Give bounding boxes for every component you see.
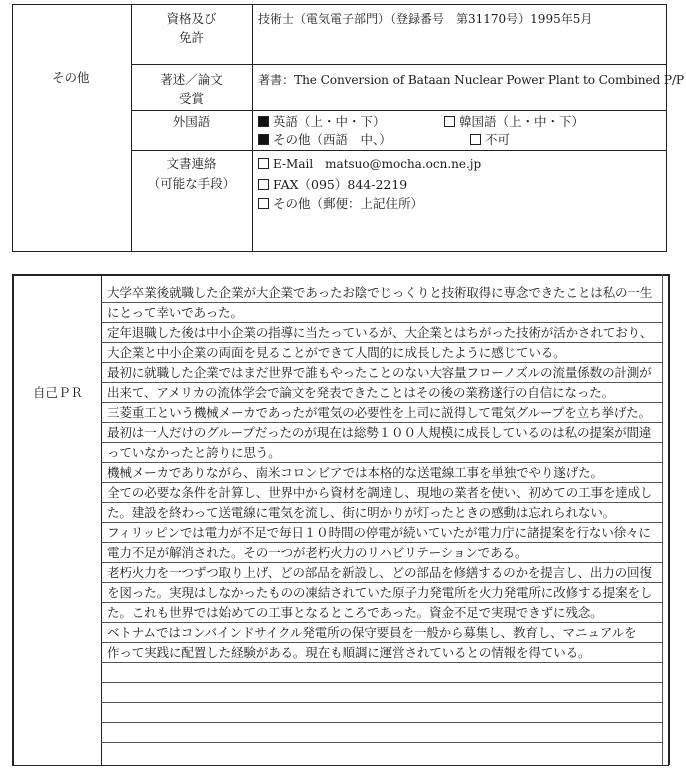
awards-label: 受賞 [178, 91, 204, 106]
self-pr-line: ベトナムではコンバインドサイクル発電所の保守要員を一般から募集し、教育し、マニュアルを [107, 625, 637, 640]
checkbox-unchecked-icon[interactable] [470, 134, 481, 145]
self-pr-line: 大企業と中小企業の両面を見ることができて人間的に成長したように感じている。 [107, 345, 566, 360]
qualification-label-line1: 資格及び [166, 11, 217, 26]
checkbox-unchecked-icon[interactable] [258, 179, 269, 190]
self-pr-line: 定年退職した後は中小企業の指導に当たっているが、大企業とはちがった技術が活かされており、 [107, 325, 653, 340]
self-pr-line: 最初に就職した企業ではまだ世界で誰もやったことのない大容量フローノズルの流量係数の計測が [107, 365, 652, 380]
contact-label-line1: 文書連絡 [166, 156, 217, 171]
self-pr-line: 全ての必要な条件を計算し、世界中から資材を調達し、現地の業者を使い、初めての工事を達成し [107, 485, 653, 500]
publications-value: 著書：The Conversion of Bataan Nuclear Power Plant to Combined P/P [258, 73, 684, 87]
self-pr-line: 大学卒業後就職した企業が大企業であったお陰でじっくりと技術取得に専念できたことは私の一生 [107, 285, 653, 300]
contact-label-line2: （可能な手段） [147, 176, 236, 191]
language-other-option[interactable] [258, 132, 392, 148]
self-pr-line: 機械メーカでありながら、南米コロンビアでは本格的な送電線工事を単独でやり遂げた。 [107, 465, 603, 480]
self-pr-line: っていなかったと誇りに思う。 [107, 445, 281, 460]
checkbox-checked-icon[interactable] [258, 134, 269, 145]
contact-fax-text: FAX（095）844-2219 [273, 177, 408, 192]
qualification-value: 技術士（電気電子部門）（登録番号 第31170号）1995年5月 [258, 12, 593, 26]
self-pr-label: 自己ＰＲ [33, 385, 84, 400]
self-pr-line: にとって幸いであった。 [107, 305, 243, 320]
checkbox-unchecked-icon[interactable] [258, 198, 269, 209]
language-not-possible-option[interactable] [470, 132, 510, 148]
self-pr-line: 老朽火力を一つずつ取り上げ、どの部品を新設し、どの部品を修繕するのかを提言し、出力の回復 [107, 565, 652, 580]
language-english-text: 英語（上・中・下） [273, 114, 386, 129]
publications-label: 著述／論文 [160, 72, 223, 87]
self-pr-line: た。建設を終わって送電線に電気を流し、街に明かりが灯ったときの感動は忘れられない。 [107, 505, 616, 520]
language-korean-option[interactable] [444, 114, 584, 130]
self-pr-line: た。これも世界では始めての工事となるところであった。資金不足で実現できずに残念。 [107, 605, 603, 620]
language-korean-text: 韓国語（上・中・下） [459, 114, 585, 129]
qualification-label-line2: 免許 [178, 30, 204, 45]
contact-other-text: その他（郵便：上記住所） [273, 196, 424, 211]
contact-email-text: E-Mail matsuo@mocha.ocn.ne.jp [273, 157, 482, 171]
other-section-label: その他 [52, 70, 90, 85]
language-not-possible-text: 不可 [485, 132, 511, 147]
self-pr-line: 出来て、アメリカの流体学会で論文を発表できたことはその後の業務遂行の自信になった。 [107, 385, 615, 400]
self-pr-line: フィリッピンでは電力が不足で毎日１０時間の停電が続いていたが電力庁に諸提案を行ない徐々に [107, 525, 651, 540]
self-pr-line: 三菱重工という機械メーカであったが電気の必要性を上司に説得して電気グループを立ち挙げた。 [107, 405, 651, 420]
self-pr-line: 作って実践に配置した経験がある。現在も順調に運営されているとの情報を得ている。 [107, 645, 591, 660]
self-pr-line: 電力不足が解消された。その一つが老朽火力のリハビリテーションである。 [107, 545, 528, 560]
self-pr-line: 最初は一人だけのグループだったのが現在は総勢１００人規模に成長しているのは私の提案が間違 [107, 425, 652, 440]
language-english-option[interactable] [258, 114, 386, 130]
checkbox-unchecked-icon[interactable] [444, 116, 455, 127]
checkbox-unchecked-icon[interactable] [258, 158, 269, 169]
language-other-text: その他（西語 中、） [273, 132, 392, 147]
contact-other-option[interactable] [258, 196, 423, 212]
languages-label: 外国語 [172, 114, 211, 129]
checkbox-checked-icon[interactable] [258, 116, 269, 127]
contact-fax-option[interactable] [258, 177, 407, 193]
contact-email-option[interactable] [258, 156, 481, 172]
self-pr-line: を図った。実現はしなかったものの凍結されていた原子力発電所を火力発電所に改修する提案をし [107, 585, 653, 600]
